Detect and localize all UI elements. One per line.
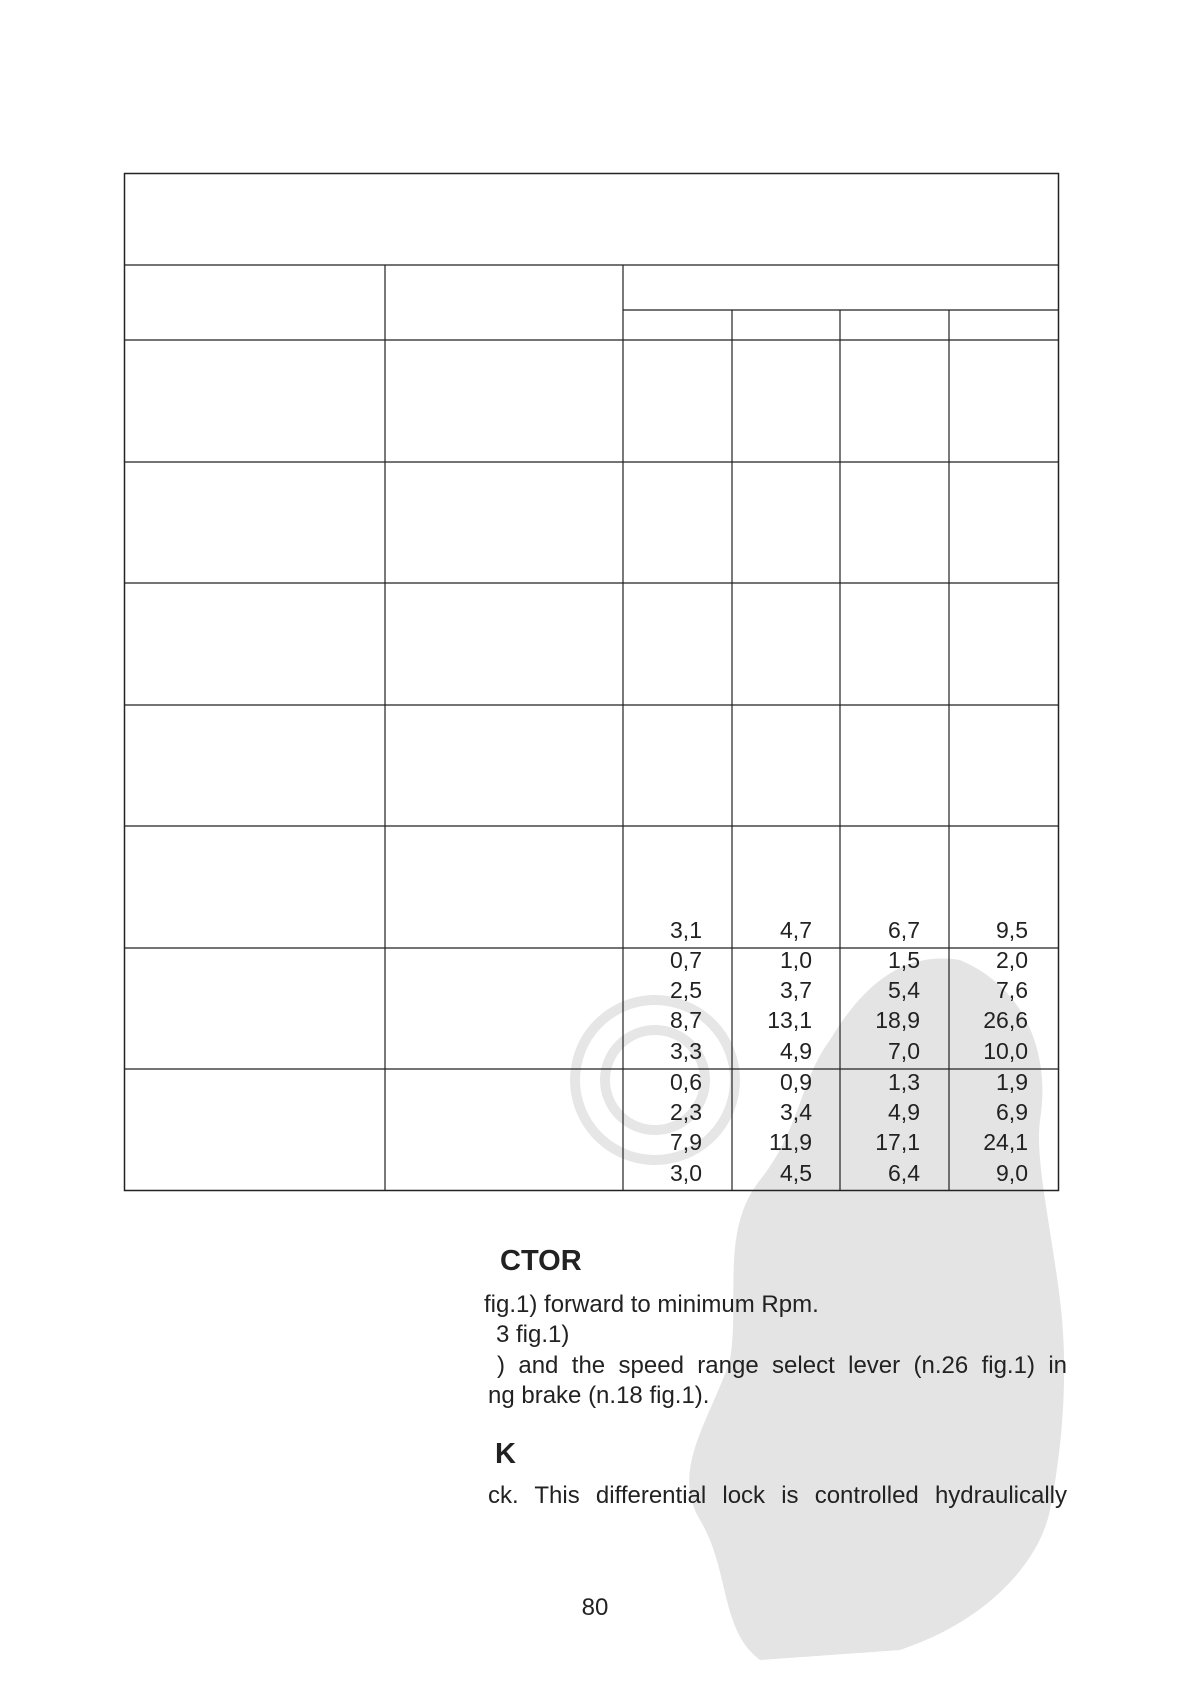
body-text-line: ng brake (n.18 fig.1). bbox=[488, 1382, 710, 1409]
section-heading: K bbox=[495, 1438, 516, 1470]
table-cell: 0,9 3,4 11,9 4,5 bbox=[768, 1069, 812, 1186]
table-cell: 3,1 bbox=[670, 917, 702, 943]
table-cell: 1,5 5,4 18,9 7,0 bbox=[875, 947, 920, 1064]
table-cell: 9,5 bbox=[996, 917, 1028, 943]
table-cell: 1,9 6,9 24,1 9,0 bbox=[983, 1069, 1028, 1186]
body-text-line: ) and the speed range select lever (n.26 fig.1) in bbox=[497, 1352, 1067, 1379]
table-cell: 0,7 2,5 8,7 3,3 bbox=[670, 947, 702, 1064]
table-cell: 2,0 7,6 26,6 10,0 bbox=[983, 947, 1028, 1064]
body-text-line: 3 fig.1) bbox=[496, 1321, 570, 1348]
table-cell: 0,6 2,3 7,9 3,0 bbox=[670, 1069, 702, 1186]
table-cell: 1,3 4,9 17,1 6,4 bbox=[875, 1069, 920, 1186]
table-cell: 1,0 3,7 13,1 4,9 bbox=[767, 947, 812, 1064]
table-cell: 6,7 bbox=[888, 917, 920, 943]
body-text-line: fig.1) forward to minimum Rpm. bbox=[484, 1291, 819, 1318]
table-cell: 4,7 bbox=[780, 917, 812, 943]
body-text-line: ck. This differential lock is controlled hydraulically bbox=[488, 1482, 1067, 1509]
section-heading: CTOR bbox=[500, 1245, 582, 1277]
page-number: 80 bbox=[581, 1594, 609, 1621]
